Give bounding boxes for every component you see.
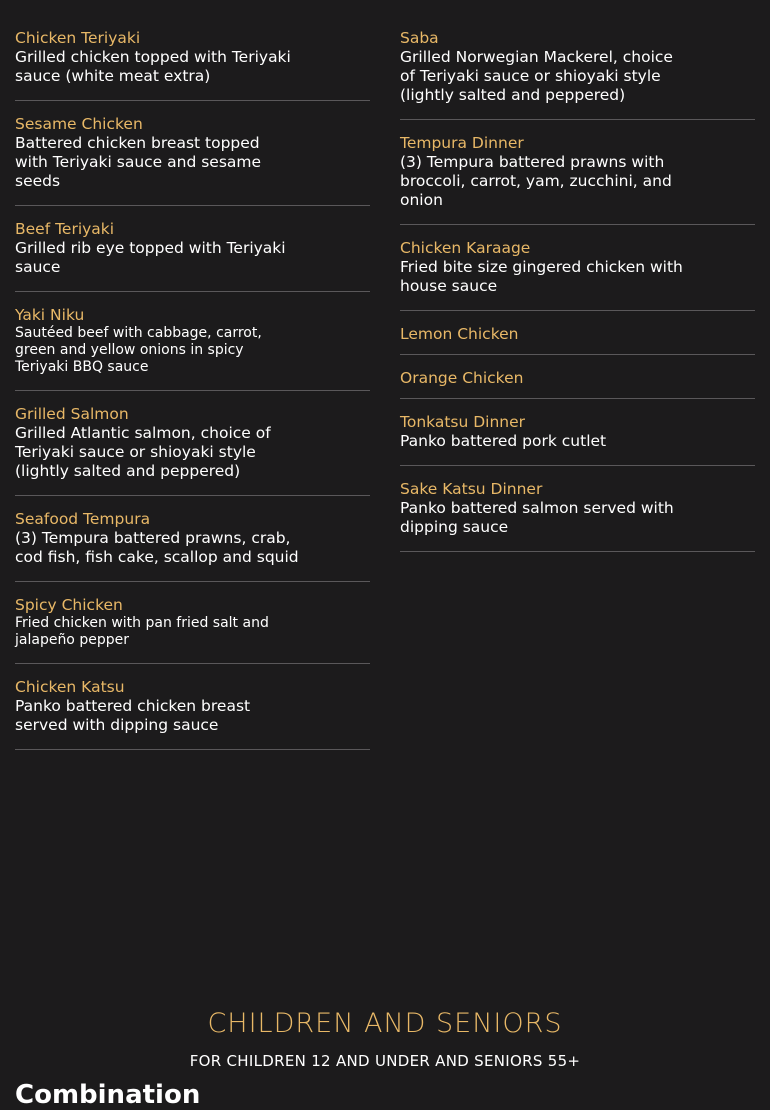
menu-item-name: Sake Katsu Dinner [400,480,543,498]
menu-item-description: Sautéed beef with cabbage, carrot, green and yellow onions in spicy Teriyaki BBQ sauce [15,325,262,375]
menu-item [400,325,755,355]
menu-item-description: Grilled Atlantic salmon, choice of Teriyaki sauce or shioyaki style (lightly salted and peppered) [15,424,271,480]
menu-item-name: Lemon Chicken [400,325,519,343]
menu-item-name: Saba [400,29,439,47]
menu-item [15,678,370,750]
menu-item-name: Beef Teriyaki [15,220,115,238]
menu-item [400,369,755,399]
section-subtitle: FOR CHILDREN 12 AND UNDER AND SENIORS 55+ [189,1052,581,1070]
menu-item-description: (3) Tempura battered prawns with broccoli, carrot, yam, zucchini, and onion [400,153,672,209]
menu-item-description: Fried chicken with pan fried salt and jalapeño pepper [15,615,269,648]
menu-item-name: Tempura Dinner [400,134,524,152]
menu-item-description: Fried bite size gingered chicken with house sauce [400,258,683,295]
menu-item [400,413,755,466]
menu-item [400,134,755,225]
menu-item [15,220,370,292]
menu-item-name: Spicy Chicken [15,596,123,614]
menu-item-description: Panko battered pork cutlet [400,432,607,450]
menu-item [15,510,370,582]
menu-item [15,596,370,664]
menu-item-description: (3) Tempura battered prawns, crab, cod fish, fish cake, scallop and squid [15,529,299,566]
section-title: CHILDREN AND SENIORS [207,1008,563,1039]
menu-item-name: Sesame Chicken [15,115,143,133]
combination-heading: Combination [15,1080,201,1110]
menu-item [400,239,755,311]
menu-item [400,480,755,552]
menu-item [15,405,370,496]
menu-item-name: Tonkatsu Dinner [400,413,526,431]
menu-item-name: Yaki Niku [15,306,85,324]
menu-item [400,29,755,120]
menu-item [15,306,370,391]
menu-item-name: Chicken Karaage [400,239,531,257]
menu-item-name: Chicken Teriyaki [15,29,141,47]
children-seniors-section [0,1008,770,1070]
menu-item-name: Seafood Tempura [15,510,151,528]
menu-column-right [400,29,755,566]
menu-item [15,29,370,101]
menu-item-description: Panko battered chicken breast served with dipping sauce [15,697,251,734]
menu-item-name: Chicken Katsu [15,678,125,696]
menu-item-name: Orange Chicken [400,369,524,387]
menu-item-description: Grilled chicken topped with Teriyaki sauce (white meat extra) [15,48,291,85]
menu-item-description: Battered chicken breast topped with Teriyaki sauce and sesame seeds [15,134,262,190]
menu-column-left [15,29,370,764]
menu-item [15,115,370,206]
menu-item-description: Grilled Norwegian Mackerel, choice of Teriyaki sauce or shioyaki style (lightly salted and peppered) [400,48,673,104]
menu-item-description: Grilled rib eye topped with Teriyaki sauce [15,239,286,276]
menu-item-description: Panko battered salmon served with dipping sauce [400,499,674,536]
menu-item-name: Grilled Salmon [15,405,129,423]
